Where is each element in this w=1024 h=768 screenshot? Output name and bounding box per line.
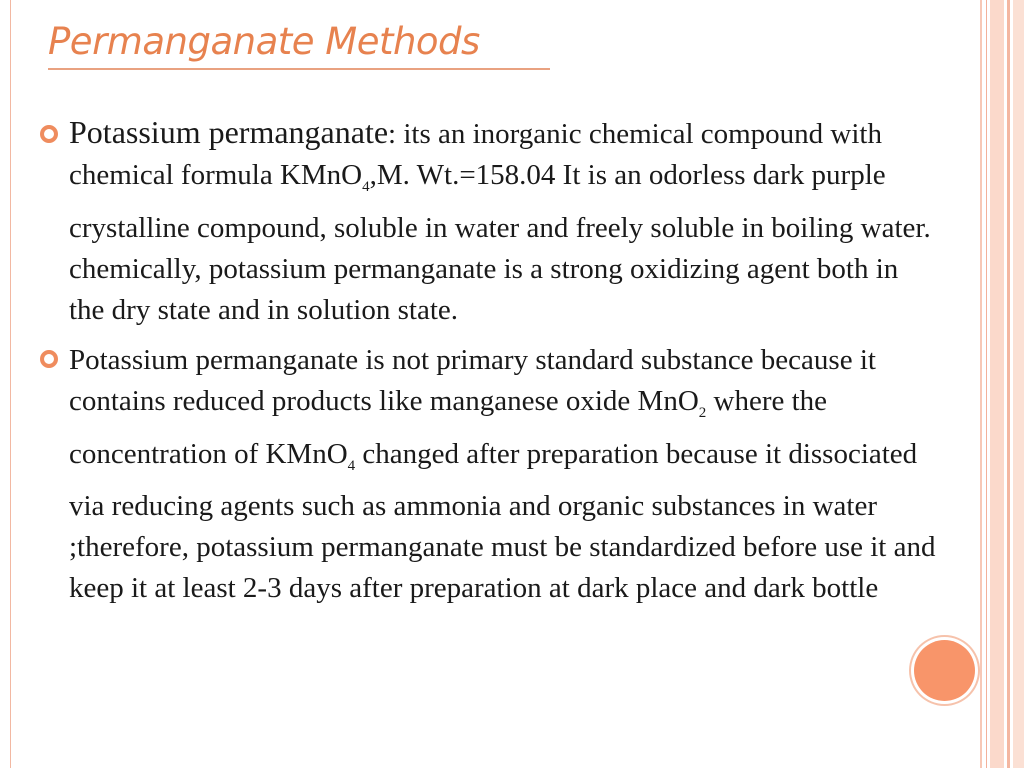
subscript: 4 [347,457,356,474]
ring-bullet-icon [40,350,58,368]
slide-title: Permanganate Methods [48,20,480,63]
bullet-text: : its an inorganic chemical compound with chemical formula KMnO [69,118,882,191]
stripe-band [990,0,1004,768]
title-underline [48,68,550,70]
stripe-line [980,0,982,768]
bullet-item [40,340,940,610]
ring-bullet-icon [40,125,58,143]
bullet-text: changed after preparation because it dissociated via reducing agents such as ammonia and organic substances in water ;therefore, potassium permanganate must be standardized before use it and keep it at least 2-3 days after preparation at dark place and dark bottle [69,437,936,605]
bullet-lead-term: Potassium permanganate [69,114,389,150]
subscript: 2 [698,404,707,421]
bullet-text: ,M. Wt.=158.04 It is an odorless dark purple crystalline compound, soluble in water and freely soluble in boiling water. chemically, potassium permanganate is a strong oxidizing agent both in the dry state and in solution state. [69,159,931,326]
stripe-line [1007,0,1010,768]
stripe-band [1013,0,1024,768]
bullet-text: Potassium permanganate is not primary standard substance because it contains reduced products like manganese oxide MnO [69,343,876,417]
decorative-orange-circle [914,640,975,701]
bullet-text: where the concentration of KMnO [69,384,828,470]
slide-left-border [10,0,11,768]
stripe-line [986,0,987,768]
bullet-item [40,112,940,331]
subscript: 4 [362,178,370,195]
slide-body [40,112,940,609]
decorative-side-stripes [980,0,1024,768]
